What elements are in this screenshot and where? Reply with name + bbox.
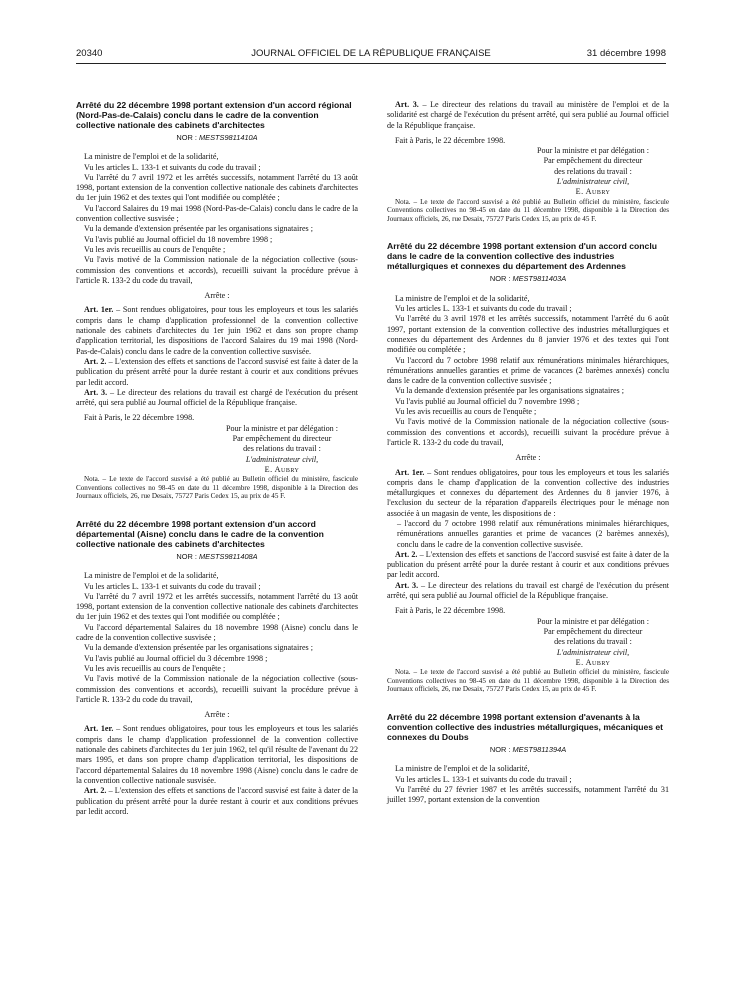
paragraph: Vu l'arrêté du 7 avril 1972 et les arrêtés successifs, notamment l'arrêté du 13 août 1998, portant extension de la convention collective nationale des cabinets d'architectes du 1er juin 1962 et des textes qui l'ont modifiée ou complétée ; bbox=[76, 172, 358, 203]
paragraph: Vu les articles L. 133-1 et suivants du code du travail ; bbox=[395, 774, 572, 784]
article-1: Art. 1er. – Sont rendues obligatoires, pour tous les employeurs et tous les salariés compris dans le champ d'application professionnel de la convention collective nationale des cabinets d'architectes du 1er juin 1962 et dans son propre champ d'application territorial, les dispositions de l'accord Salaires du 19 mai 1998 (Nord-Pas-de-Calais) conclu dans le cadre de la convention collective susvisée. bbox=[76, 305, 358, 356]
article-3: Art. 3. – Le directeur des relations du travail est chargé de l'exécution du présent arrêté, qui sera publié au Journal officiel de la République française. bbox=[387, 580, 669, 601]
signature-line: Par empêchement du directeur bbox=[543, 156, 643, 166]
arrete-heading: Arrête : bbox=[204, 710, 230, 720]
nota-note: Nota. – Le texte de l'accord susvisé a été publié au Bulletin officiel du ministère, fascicule Conventions collectives no 98-45 en date du 11 décembre 1998, disponible à la Direction des Journaux officiels, 26, rue Desaix, 75727 Paris Cedex 15, au prix de 45 F. bbox=[387, 197, 669, 223]
left-column bbox=[76, 100, 358, 817]
signature-block bbox=[517, 617, 669, 668]
right-column bbox=[387, 100, 669, 805]
nor-reference: NOR : MEST9811403A bbox=[489, 274, 567, 284]
paragraph: La ministre de l'emploi et de la solidarité, bbox=[84, 571, 219, 581]
decree-title: Arrêté du 22 décembre 1998 portant extension d'un accord conclu dans le cadre de la convention collective des industries métallurgiques et connexes du département des Ardennes bbox=[387, 241, 657, 272]
signature-block bbox=[206, 424, 358, 475]
paragraph: Vu la demande d'extension présentée par les organisations signataires ; bbox=[395, 386, 624, 396]
article-2: Art. 2. – L'extension des effets et sanctions de l'accord susvisé est faite à dater de la publication du présent arrêté pour la durée restant à courir et aux conditions prévues par ledit accord. bbox=[387, 549, 669, 580]
paragraph: Vu l'arrêté du 7 avril 1972 et les arrêtés successifs, notamment l'arrêté du 13 août 1998, portant extension de la convention collective nationale des cabinets d'architectes du 1er juin 1962 et des textes qui l'ont modifiée ou complétée ; bbox=[76, 591, 358, 622]
nota-note: Nota. – Le texte de l'accord susvisé a été publié au Bulletin officiel du ministère, fascicule Conventions collectives no 98-45 en date du 11 décembre 1998, disponible à la Direction des Journaux officiels, 26, rue Desaix, 75727 Paris Cedex 15, au prix de 45 F. bbox=[76, 475, 358, 501]
signatory-name: E. Aubry bbox=[264, 464, 300, 474]
article-2: Art. 2. – L'extension des effets et sanctions de l'accord susvisé est faite à dater de la publication du présent arrêté pour la durée restant à courir et aux conditions prévues par ledit accord. bbox=[76, 356, 358, 387]
paragraph: La ministre de l'emploi et de la solidarité, bbox=[395, 764, 530, 774]
paragraph: Vu l'avis motivé de la Commission nationale de la négociation collective (sous-commission des conventions et accords), recueilli suivant la procédure prévue à l'article R. 133-2 du code du travail, bbox=[76, 255, 358, 285]
signature-place-date: Fait à Paris, le 22 décembre 1998. bbox=[395, 135, 506, 145]
list-item: – l'accord du 7 octobre 1998 relatif aux rémunérations minimales hiérarchiques, rémunérations annuelles garanties et prime de vacances (2 barèmes annexés), conclu dans le cadre de la convention collective susvisée. bbox=[387, 519, 669, 550]
paragraph: Vu les articles L. 133-1 et suivants du code du travail ; bbox=[395, 304, 572, 314]
paragraph: La ministre de l'emploi et de la solidarité, bbox=[395, 293, 530, 303]
signature-line: Pour la ministre et par délégation : bbox=[537, 146, 649, 156]
signatory-name: E. Aubry bbox=[575, 657, 611, 667]
page-header bbox=[76, 48, 666, 64]
page-number: 20340 bbox=[76, 48, 103, 59]
signature-place-date: Fait à Paris, le 22 décembre 1998. bbox=[395, 606, 506, 616]
signatory-role: L'administrateur civil, bbox=[556, 177, 630, 187]
decree-title: Arrêté du 22 décembre 1998 portant extension d'un accord départemental (Aisne) conclu dans le cadre de la convention collective nationale des cabinets d'architectes bbox=[76, 518, 324, 549]
decree-title: Arrêté du 22 décembre 1998 portant extension d'un accord régional (Nord-Pas-de-Calais) conclu dans le cadre de la convention collective nationale des cabinets d'architectes bbox=[76, 100, 352, 130]
paragraph: Vu l'accord Salaires du 19 mai 1998 (Nord-Pas-de-Calais) conclu dans le cadre de la convention collective susvisée ; bbox=[76, 203, 358, 224]
nota-note: Nota. – Le texte de l'accord susvisé a été publié au Bulletin officiel du ministère, fascicule Conventions collectives no 98-45 en date du 11 décembre 1998, disponible à la Direction des Journaux officiels, 26, rue Desaix, 75727 Paris Cedex 15, au prix de 45 F. bbox=[387, 668, 669, 694]
article-1: Art. 1er. – Sont rendues obligatoires, pour tous les employeurs et tous les salariés compris dans le champ d'application professionnel de la convention collective nationale des cabinets d'architectes du 1er juin 1962, tel qu'il résulte de l'avenant du 22 mars 1995, et dans son propre champ d'application territorial, les dispositions de l'accord départemental Salaires du 18 novembre 1998 (Aisne) conclu dans le cadre de la convention collective nationale susvisée. bbox=[76, 724, 358, 785]
paragraph: Vu l'avis motivé de la Commission nationale de la négociation collective (sous-commission des conventions et accords), recueilli suivant la procédure prévue à l'article R. 133-2 du code du travail, bbox=[387, 417, 669, 447]
decree-aisne-continued bbox=[387, 100, 669, 223]
paragraph: Vu les articles L. 133-1 et suivants du code du travail ; bbox=[84, 162, 261, 172]
paragraph: Vu la demande d'extension présentée par les organisations signataires ; bbox=[84, 643, 313, 653]
decree-ardennes bbox=[387, 241, 669, 693]
paragraph: Vu l'arrêté du 27 février 1987 et les arrêtés successifs, notamment l'arrêté du 31 juillet 1997, portant extension de la convention bbox=[387, 784, 669, 805]
paragraph: Vu l'avis publié au Journal officiel du 3 décembre 1998 ; bbox=[84, 653, 268, 663]
decree-nord-pas-de-calais bbox=[76, 100, 358, 501]
decree-title: Arrêté du 22 décembre 1998 portant extension d'avenants à la convention collective des industries métallurgiques, mécaniques et connexes du Doubs bbox=[387, 711, 664, 742]
paragraph: Vu les avis recueillis au cours de l'enquête ; bbox=[395, 407, 537, 417]
nor-reference: NOR : MEST9811394A bbox=[489, 744, 567, 754]
paragraph: La ministre de l'emploi et de la solidarité, bbox=[84, 152, 219, 162]
decree-aisne bbox=[76, 519, 358, 817]
paragraph: Vu l'accord du 7 octobre 1998 relatif aux rémunérations minimales hiérarchiques, rémunérations annuelles garanties et prime de vacances (2 barèmes annexés) conclu dans le cadre de la convention collective susvisée ; bbox=[387, 355, 669, 386]
issue-date: 31 décembre 1998 bbox=[586, 48, 666, 59]
nor-reference: NOR : MESTS9811408A bbox=[176, 551, 258, 561]
journal-title: JOURNAL OFFICIEL DE LA RÉPUBLIQUE FRANÇAISE bbox=[251, 48, 491, 59]
paragraph: Vu l'avis motivé de la Commission nationale de la négociation collective (sous-commission des conventions et accords), recueilli suivant la procédure prévue à l'article R. 133-2 du code du travail, bbox=[76, 674, 358, 704]
signature-place-date: Fait à Paris, le 22 décembre 1998. bbox=[84, 413, 195, 423]
article-1: Art. 1er. – Sont rendues obligatoires, pour tous les employeurs et tous les salariés compris dans le champ d'application de la convention collective des industries métallurgiques et connexes du département des Ardennes du 8 janvier 1976, à l'exclusion du secteur de la réparation d'appareils électriques pour le ménage non associée à un magasin de vente, les dispositions de : bbox=[387, 467, 669, 518]
paragraph: Vu la demande d'extension présentée par les organisations signataires ; bbox=[84, 224, 313, 234]
signature-line: Par empêchement du directeur bbox=[232, 434, 332, 444]
article-3: Art. 3. – Le directeur des relations du travail au ministère de l'emploi et de la solidarité est chargé de l'exécution du présent arrêté, qui sera publié au Journal officiel de la République française. bbox=[387, 100, 669, 130]
header-rule bbox=[76, 63, 666, 64]
signature-line: des relations du travail : bbox=[243, 444, 321, 454]
paragraph: Vu l'avis publié au Journal officiel du 7 novembre 1998 ; bbox=[395, 396, 580, 406]
paragraph: Vu les avis recueillis au cours de l'enquête ; bbox=[84, 663, 226, 673]
nor-reference: NOR : MESTS9811410A bbox=[176, 133, 258, 142]
signature-line: Pour la ministre et par délégation : bbox=[537, 616, 649, 626]
signature-line: des relations du travail : bbox=[554, 637, 632, 647]
paragraph: Vu l'arrêté du 3 avril 1978 et les arrêtés successifs, notamment l'arrêté du 6 août 1997, portant extension de la convention collective des industries métallurgiques et connexes du département des Ardennes du 8 janvier 1976 et des textes qui l'ont modifiée ou complétée ; bbox=[387, 314, 669, 355]
signatory-role: L'administrateur civil, bbox=[556, 647, 630, 657]
signatory-name: E. Aubry bbox=[575, 187, 611, 197]
paragraph: Vu les articles L. 133-1 et suivants du code du travail ; bbox=[84, 581, 261, 591]
article-2: Art. 2. – L'extension des effets et sanctions de l'accord susvisé est faite à dater de la publication du présent arrêté pour la durée restant à courir et aux conditions prévues par ledit accord. bbox=[76, 786, 358, 816]
paragraph: Vu l'avis publié au Journal officiel du 18 novembre 1998 ; bbox=[84, 234, 273, 244]
signature-block bbox=[517, 146, 669, 197]
signatory-role: L'administrateur civil, bbox=[245, 454, 319, 464]
paragraph: Vu l'accord départemental Salaires du 18 novembre 1998 (Aisne) conclu dans le cadre de la convention collective susvisée ; bbox=[76, 622, 358, 643]
signature-line: Par empêchement du directeur bbox=[543, 626, 643, 636]
arrete-heading: Arrête : bbox=[204, 291, 230, 301]
signature-line: des relations du travail : bbox=[554, 166, 632, 176]
paragraph: Vu les avis recueillis au cours de l'enquête ; bbox=[84, 244, 226, 254]
article-3: Art. 3. – Le directeur des relations du travail est chargé de l'exécution du présent arrêté, qui sera publié au Journal officiel de la République française. bbox=[76, 387, 358, 408]
arrete-heading: Arrête : bbox=[515, 453, 541, 463]
decree-doubs bbox=[387, 712, 669, 805]
signature-line: Pour la ministre et par délégation : bbox=[226, 423, 338, 433]
